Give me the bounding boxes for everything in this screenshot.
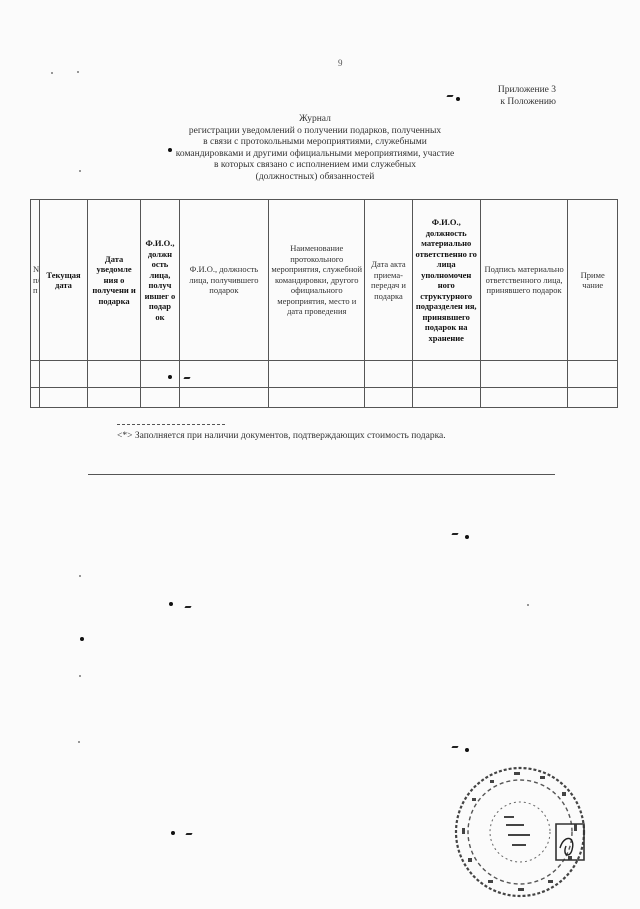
scan-speck xyxy=(79,170,81,172)
header-responsible-person: Ф.И.О., должность материально ответственно го лица уполномочен ного структурного подразделен ия, принявшего подарок на хранение xyxy=(412,200,480,361)
header-note: Приме чание xyxy=(568,200,618,361)
header-recipient-name: Ф.И.О., должн ость лица, получ ившег о подар ок xyxy=(141,200,179,361)
appendix-line-1: Приложение 3 xyxy=(497,85,556,95)
journal-table xyxy=(30,199,618,408)
header-recipient-position: Ф.И.О., должность лица, получившего подарок xyxy=(179,200,269,361)
header-current-date: Текущая дата xyxy=(40,200,87,361)
title-line-3: командировками и другими официальными мероприятиями, участие xyxy=(175,148,455,159)
footnote: <*> Заполняется при наличии документов, подтверждающих стоимость подарка. xyxy=(117,431,446,441)
page-number: 9 xyxy=(338,58,343,68)
footnote-separator xyxy=(117,424,225,425)
journal-title xyxy=(150,114,480,183)
scan-mark xyxy=(184,606,191,608)
scan-mark xyxy=(171,831,175,835)
header-transfer-act-date: Дата акта приема-передач и подарка xyxy=(365,200,412,361)
scan-mark xyxy=(183,377,190,379)
scan-speck xyxy=(527,604,529,606)
title-line-4: в которых связано с исполнением ими служебных xyxy=(213,160,417,170)
scan-mark xyxy=(465,748,469,752)
title-word: Журнал xyxy=(299,114,331,124)
scan-mark xyxy=(456,97,460,101)
table-header-row xyxy=(31,200,618,361)
scan-speck xyxy=(78,741,80,743)
header-event-name: Наименование протокольного мероприятия, служебной командировки, другого официального мероприятия, место и дата проведения xyxy=(269,200,365,361)
appendix-line-2: к Положению xyxy=(500,97,556,107)
scan-mark xyxy=(451,746,458,748)
table-row xyxy=(31,388,618,408)
title-line-5: (должностных) обязанностей xyxy=(255,171,375,182)
scan-mark xyxy=(80,637,84,641)
table-row xyxy=(31,361,618,388)
scan-mark xyxy=(168,148,172,152)
scan-mark xyxy=(465,535,469,539)
official-stamp xyxy=(452,764,588,900)
horizontal-rule xyxy=(88,474,555,475)
scan-speck xyxy=(79,675,81,677)
header-signature: Подпись материально ответственного лица, принявшего подарок xyxy=(480,200,568,361)
scan-speck xyxy=(79,575,81,577)
scan-mark xyxy=(168,375,172,379)
scan-mark xyxy=(451,533,458,535)
title-line-2: в связи с протокольными мероприятиями, служебными xyxy=(203,137,427,147)
scan-mark xyxy=(446,95,453,97)
appendix-note xyxy=(498,84,556,108)
scan-mark xyxy=(169,602,173,606)
scan-mark xyxy=(185,833,192,835)
scan-speck xyxy=(51,72,53,74)
title-line-1: регистрации уведомлений о получении подарков, полученных xyxy=(188,125,442,136)
header-notification-date: Дата уведомле ния о получени и подарка xyxy=(87,200,141,361)
header-number: N п/п xyxy=(31,200,40,361)
scan-speck xyxy=(77,71,79,73)
